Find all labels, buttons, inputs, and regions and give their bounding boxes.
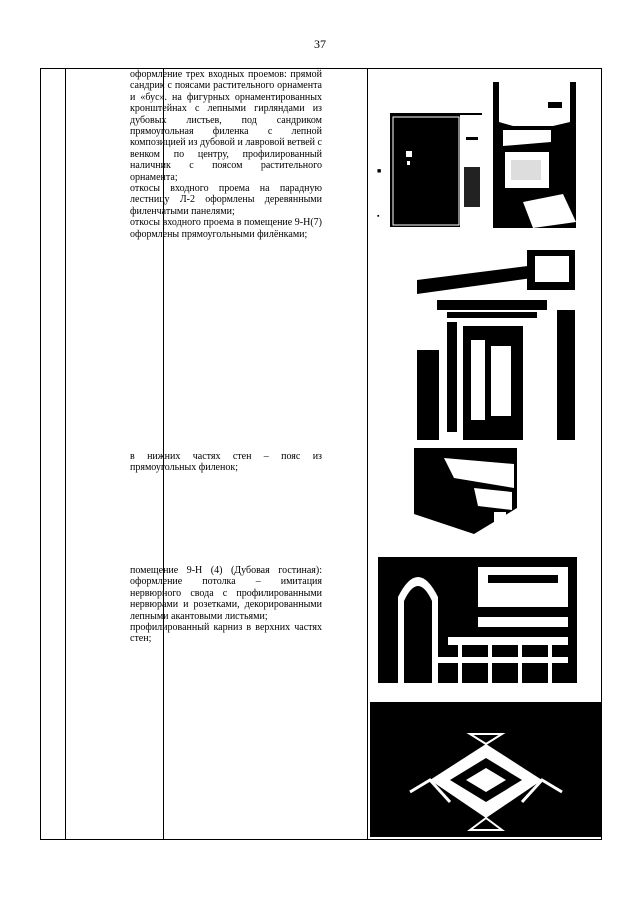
description-paragraph: откосы входного проема на парадную лестницу Л-2 оформлены деревянными филенчатыми панелями; <box>130 183 322 217</box>
portal-photo-icon <box>417 250 575 440</box>
scan-marker: ▪ <box>377 212 380 220</box>
description-paragraph: в нижних частях стен – пояс из прямоугольных филенок; <box>130 451 322 474</box>
photo-doorway-entrance <box>493 82 576 228</box>
photo-doorway-dark <box>390 107 482 227</box>
photo-door-portal <box>417 250 575 440</box>
panel-photo-icon <box>414 448 517 536</box>
column-divider <box>65 69 66 839</box>
doorway-photo-icon <box>390 107 482 227</box>
column-divider <box>367 69 368 839</box>
description-paragraph: помещение 9-Н (4) (Дубовая гостиная): оформление потолка – имитация нервюрного свода с профилированными нервюрами и розетками, декорированными лепными акантовыми листьями; <box>130 565 322 622</box>
description-block-wall-panels <box>130 451 322 474</box>
description-paragraph: откосы входного проема в помещение 9-Н(7) оформлены прямоугольными филёнками; <box>130 217 322 240</box>
photo-wall-panels <box>414 448 517 536</box>
ceiling-photo-icon <box>370 702 602 837</box>
scan-marker: ■ <box>377 167 382 175</box>
photo-vaulted-ceiling <box>370 702 602 837</box>
interior-photo-icon <box>378 557 577 695</box>
description-paragraph: профилированный карниз в верхних частях стен; <box>130 622 322 645</box>
description-paragraph: оформление трех входных проемов: прямой сандрик с поясами растительного орнамента и «бус». на фигурных орнаментированных кронштейнах с лепными гирляндами из дубовых листьев, под сандриком прямоугольная филенка с лепной композицией из дубовой и лавровой ветвей с венком по центру, профилированный наличник с поясом растительного орнамента; <box>130 69 322 183</box>
description-block-portals <box>130 69 322 240</box>
description-block-oak-lounge <box>130 565 322 645</box>
doorway-photo-icon <box>493 82 576 228</box>
photo-oak-lounge <box>378 557 577 695</box>
page-number: 37 <box>314 37 326 51</box>
